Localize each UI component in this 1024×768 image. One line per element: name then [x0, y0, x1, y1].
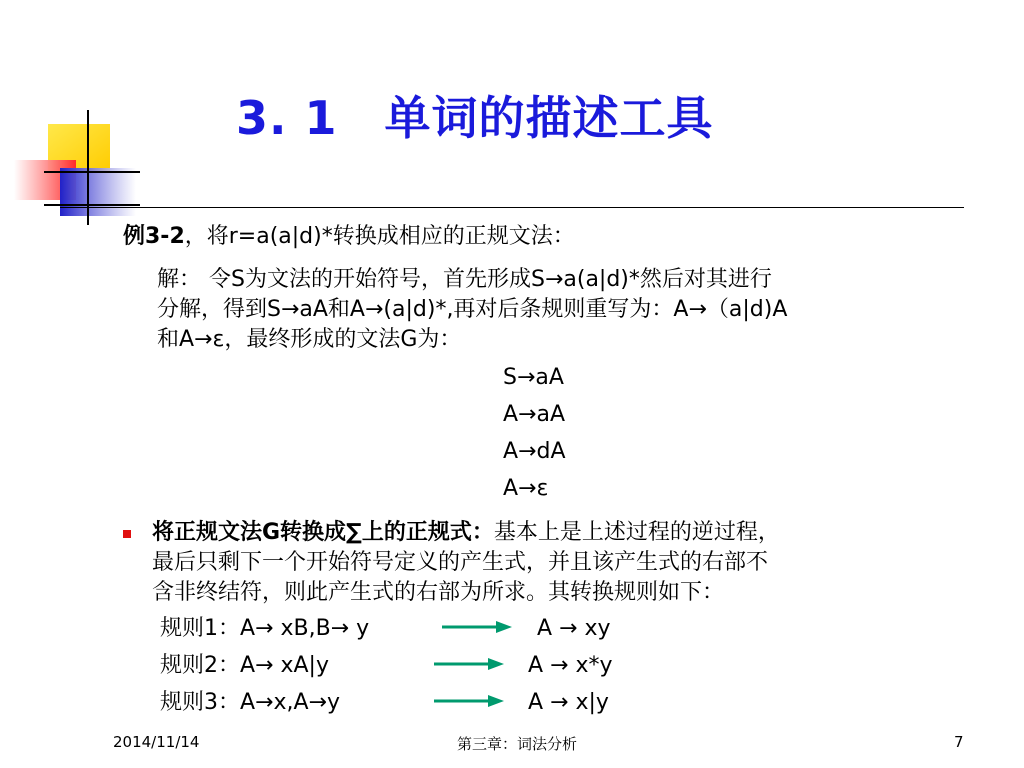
- rule-1-label: 规则1：: [160, 616, 240, 641]
- rule-3-from: A→x,A→y: [240, 690, 340, 715]
- rule-3-to: A → x|y: [528, 690, 609, 715]
- bullet-text-1: 基本上是上述过程的逆过程，: [493, 520, 780, 545]
- bullet-heading: 将正规文法G转换成∑上的正规式：: [152, 520, 494, 545]
- rule-1-to: A → xy: [537, 616, 611, 641]
- example-line: [123, 219, 575, 255]
- slide-title: 3. 1 单词的描述工具: [236, 91, 714, 145]
- example-label: 例3-2: [123, 224, 185, 249]
- production-1: S→aA: [503, 365, 564, 390]
- production-3: A→dA: [503, 439, 566, 464]
- rule-2-label: 规则2：: [160, 653, 240, 678]
- rule-1-from: A→ xB,B→ y: [240, 616, 370, 641]
- rule-2-arrow-icon: [432, 654, 508, 674]
- rule-3-label: 规则3：: [160, 690, 240, 715]
- production-2: A→aA: [503, 402, 566, 427]
- footer-date: 2014/11/14: [113, 733, 200, 751]
- footer-chapter: 第三章：词法分析: [457, 735, 578, 753]
- solution-line-2: 分解，得到S→aA和A→(a|d)*,再对后条规则重写为：A→（a|d)A: [157, 297, 788, 322]
- corner-decoration: [0, 0, 140, 240]
- rule-1: [160, 611, 369, 647]
- rule-1-arrow-icon: [440, 617, 516, 637]
- footer-page-number: 7: [954, 733, 964, 751]
- rule-3-arrow-icon: [432, 691, 508, 711]
- solution-text-1: 令S为文法的开始符号，首先形成S→a(a|d)*然后对其进行: [209, 267, 772, 292]
- bullet-marker: [123, 530, 131, 538]
- solution-line-3: 和A→ε，最终形成的文法G为：: [157, 327, 462, 352]
- production-4: A→ε: [503, 476, 549, 501]
- title-divider: [60, 207, 964, 208]
- solution-label: 解：: [157, 267, 202, 292]
- rule-2-to: A → x*y: [528, 653, 613, 678]
- rule-3: [160, 685, 340, 721]
- rule-2: [160, 648, 329, 684]
- bullet-line-3: 含非终结符，则此产生式的右部为所求。其转换规则如下：: [152, 580, 725, 605]
- rule-2-from: A→ xA|y: [240, 653, 329, 678]
- bullet-line-2: 最后只剩下一个开始符号定义的产生式，并且该产生式的右部不: [152, 550, 769, 575]
- example-text: ，将r=a(a|d)*转换成相应的正规文法：: [184, 224, 575, 249]
